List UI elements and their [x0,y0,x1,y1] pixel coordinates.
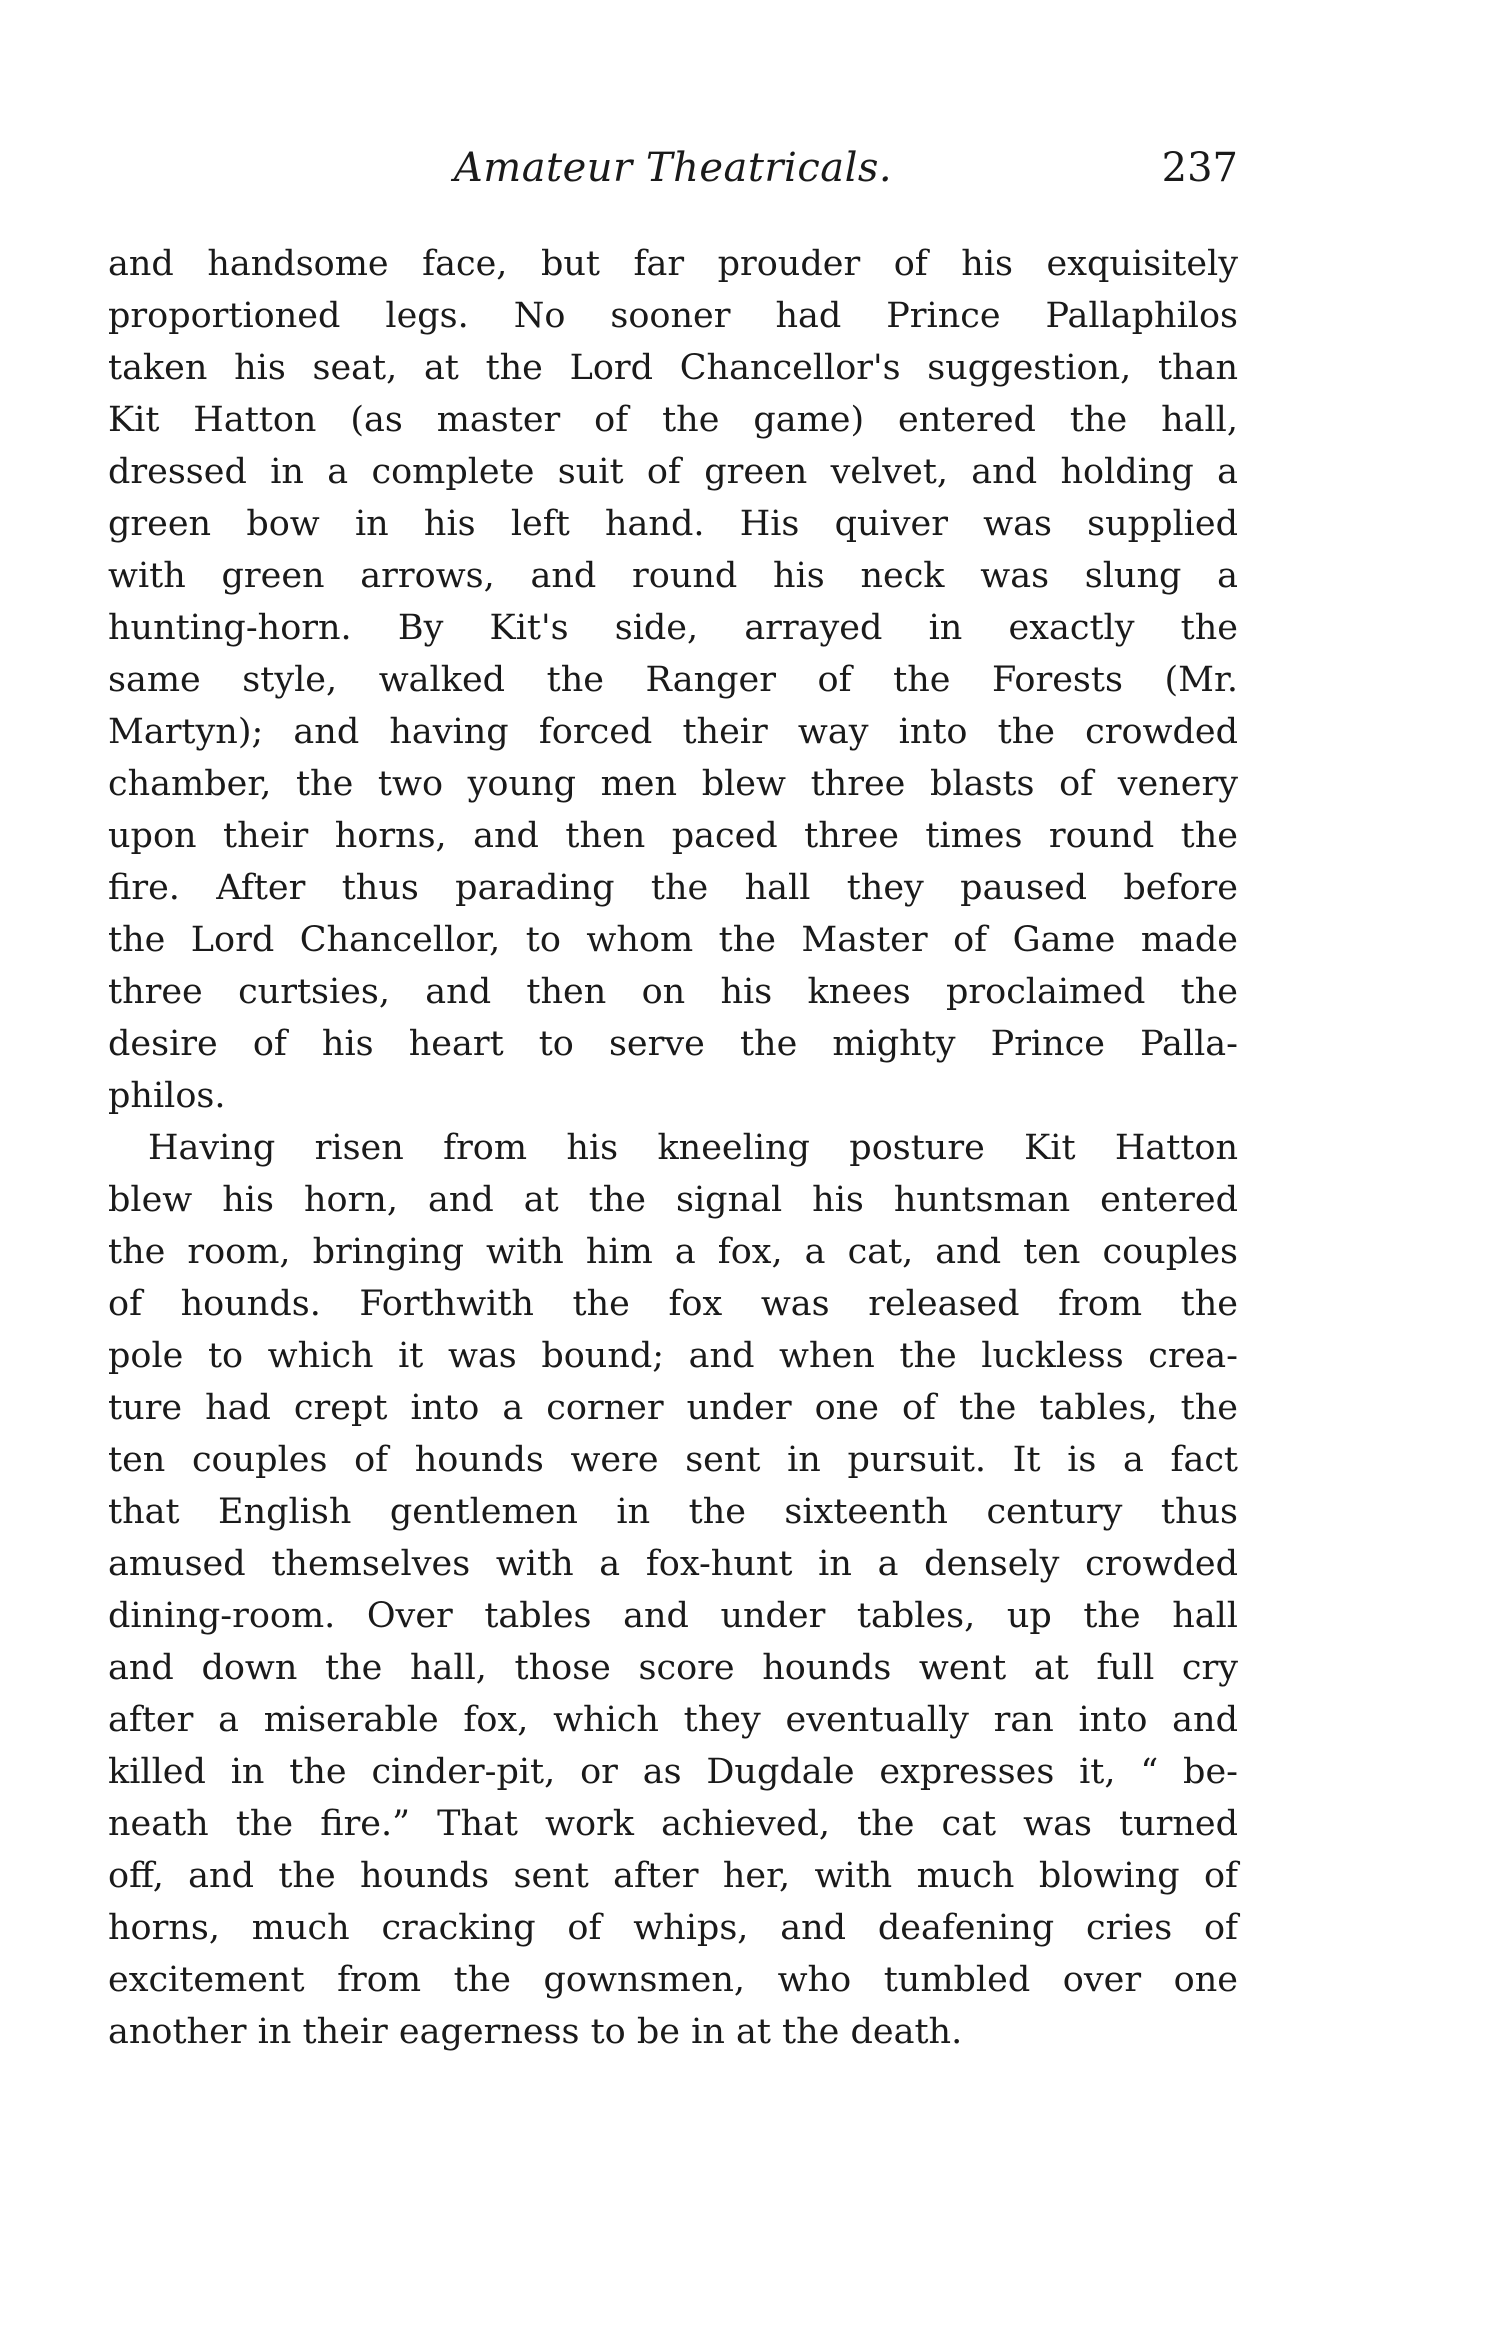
text-line: dressed in a complete suit of green velvet, and holding a [108,452,1238,492]
text-line: green bow in his left hand. His quiver was supplied [108,504,1238,544]
text-line: dining-room. Over tables and under tables, up the hall [108,1596,1238,1636]
text-line: Martyn); and having forced their way into the crowded [108,712,1238,752]
text-line: another in their eagerness to be in at the death. [108,2012,963,2052]
text-line: excitement from the gownsmen, who tumbled over one [108,1960,1238,2000]
text-line: chamber, the two young men blew three blasts of venery [108,764,1238,804]
text-line: upon their horns, and then paced three times round the [108,816,1238,856]
text-line: Kit Hatton (as master of the game) entered the hall, [108,400,1238,440]
text-line: three curtsies, and then on his knees proclaimed the [108,972,1238,1012]
text-line: same style, walked the Ranger of the Forests (Mr. [108,660,1238,700]
text-line: proportioned legs. No sooner had Prince Pallaphilos [108,296,1238,336]
text-line: fire. After thus parading the hall they paused before [108,868,1238,908]
body-text [108,238,1238,2058]
text-line: killed in the cinder-pit, or as Dugdale expresses it, “ be- [108,1752,1238,1792]
text-line: Having risen from his kneeling posture Kit Hatton [148,1128,1238,1168]
text-line: with green arrows, and round his neck was slung a [108,556,1238,596]
text-line: philos. [108,1076,226,1116]
text-line: amused themselves with a fox-hunt in a densely crowded [108,1544,1238,1584]
text-line: and down the hall, those score hounds went at full cry [108,1648,1238,1688]
text-line: of hounds. Forthwith the fox was released from the [108,1284,1238,1324]
text-line: the room, bringing with him a fox, a cat, and ten couples [108,1232,1238,1272]
text-line: and handsome face, but far prouder of his exquisitely [108,244,1238,284]
running-title: Amateur Theatricals. [453,145,893,191]
text-line: taken his seat, at the Lord Chancellor's suggestion, than [108,348,1238,388]
page-header [108,140,1238,200]
paragraph-1 [108,238,1238,1122]
text-line: hunting-horn. By Kit's side, arrayed in exactly the [108,608,1238,648]
text-line: desire of his heart to serve the mighty Prince Palla- [108,1024,1238,1064]
text-line: after a miserable fox, which they eventually ran into and [108,1700,1238,1740]
text-line: the Lord Chancellor, to whom the Master of Game made [108,920,1238,960]
text-line: ten couples of hounds were sent in pursuit. It is a fact [108,1440,1238,1480]
text-line: off, and the hounds sent after her, with much blowing of [108,1856,1238,1896]
text-line: horns, much cracking of whips, and deafening cries of [108,1908,1238,1948]
text-line: neath the fire.” That work achieved, the cat was turned [108,1804,1238,1844]
text-line: blew his horn, and at the signal his huntsman entered [108,1180,1238,1220]
text-line: ture had crept into a corner under one of the tables, the [108,1388,1238,1428]
paragraph-2 [108,1122,1238,2058]
page-number: 237 [1161,145,1238,191]
text-line: pole to which it was bound; and when the luckless crea- [108,1336,1238,1376]
text-line: that English gentlemen in the sixteenth century thus [108,1492,1238,1532]
